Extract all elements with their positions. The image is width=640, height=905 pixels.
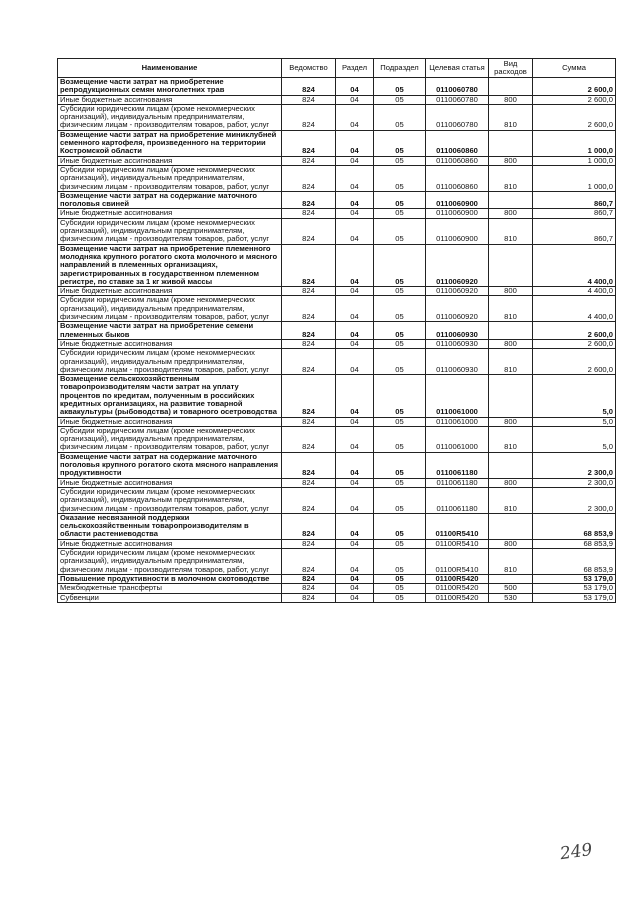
table-row: [58, 287, 616, 296]
cell-name: Повышение продуктивности в молочном скотоводстве: [58, 574, 282, 583]
cell-section: 04: [336, 426, 374, 452]
cell-name: Возмещение части затрат на приобретение репродукционных семян многолетних трав: [58, 78, 282, 96]
cell-subsection: 05: [374, 95, 426, 104]
cell-exptype: [489, 78, 533, 96]
table-row: [58, 426, 616, 452]
cell-dept: 824: [282, 549, 336, 575]
table-row: [58, 349, 616, 375]
cell-name: Субсидии юридическим лицам (кроме некоммерческих организаций), индивидуальным предпринимателям, физическим лицам - производителям товаров, работ, услуг: [58, 104, 282, 130]
cell-subsection: 05: [374, 593, 426, 602]
cell-subsection: 05: [374, 452, 426, 478]
cell-dept: 824: [282, 191, 336, 209]
cell-name: Возмещение части затрат на содержание маточного поголовья свиней: [58, 191, 282, 209]
cell-subsection: 05: [374, 244, 426, 286]
cell-target: 0110061000: [426, 417, 489, 426]
cell-subsection: 05: [374, 513, 426, 539]
cell-subsection: 05: [374, 130, 426, 156]
cell-amount: 2 600,0: [533, 78, 616, 96]
cell-subsection: 05: [374, 165, 426, 191]
budget-table: [57, 58, 616, 603]
cell-exptype: [489, 191, 533, 209]
cell-amount: 4 400,0: [533, 287, 616, 296]
cell-target: 0110060860: [426, 165, 489, 191]
cell-amount: 53 179,0: [533, 593, 616, 602]
cell-exptype: 810: [489, 349, 533, 375]
table-row: [58, 549, 616, 575]
cell-name: Иные бюджетные ассигнования: [58, 539, 282, 548]
cell-section: 04: [336, 156, 374, 165]
table-body: [58, 78, 616, 603]
cell-section: 04: [336, 417, 374, 426]
cell-exptype: [489, 322, 533, 340]
cell-name: Субсидии юридическим лицам (кроме некоммерческих организаций), индивидуальным предпринимателям, физическим лицам - производителям товаров, работ, услуг: [58, 349, 282, 375]
cell-exptype: 800: [489, 539, 533, 548]
cell-section: 04: [336, 78, 374, 96]
cell-name: Иные бюджетные ассигнования: [58, 156, 282, 165]
cell-dept: 824: [282, 95, 336, 104]
cell-section: 04: [336, 574, 374, 583]
cell-amount: 2 600,0: [533, 322, 616, 340]
cell-amount: 2 600,0: [533, 339, 616, 348]
cell-target: 0110060780: [426, 104, 489, 130]
cell-dept: 824: [282, 244, 336, 286]
cell-dept: 824: [282, 417, 336, 426]
cell-target: 0110061000: [426, 426, 489, 452]
cell-exptype: 530: [489, 593, 533, 602]
cell-dept: 824: [282, 339, 336, 348]
cell-target: 0110061000: [426, 375, 489, 417]
table-row: [58, 130, 616, 156]
table-row: [58, 539, 616, 548]
cell-exptype: 800: [489, 417, 533, 426]
cell-target: 01100R5420: [426, 584, 489, 593]
header-dept: Ведомство: [282, 59, 336, 78]
cell-target: 01100R5420: [426, 574, 489, 583]
cell-target: 0110060900: [426, 218, 489, 244]
cell-subsection: 05: [374, 478, 426, 487]
cell-name: Субвенции: [58, 593, 282, 602]
cell-subsection: 05: [374, 104, 426, 130]
cell-amount: 2 300,0: [533, 452, 616, 478]
cell-target: 0110061180: [426, 487, 489, 513]
cell-dept: 824: [282, 287, 336, 296]
cell-dept: 824: [282, 426, 336, 452]
cell-amount: 4 400,0: [533, 296, 616, 322]
cell-name: Субсидии юридическим лицам (кроме некоммерческих организаций), индивидуальным предпринимателям, физическим лицам - производителям товаров, работ, услуг: [58, 426, 282, 452]
table-row: [58, 574, 616, 583]
cell-exptype: 800: [489, 287, 533, 296]
cell-exptype: 810: [489, 426, 533, 452]
cell-dept: 824: [282, 593, 336, 602]
cell-amount: 68 853,9: [533, 539, 616, 548]
header-subsection: Подраздел: [374, 59, 426, 78]
cell-dept: 824: [282, 478, 336, 487]
cell-section: 04: [336, 130, 374, 156]
cell-target: 0110060930: [426, 322, 489, 340]
table-row: [58, 513, 616, 539]
cell-section: 04: [336, 539, 374, 548]
cell-amount: 4 400,0: [533, 244, 616, 286]
cell-target: 0110060860: [426, 156, 489, 165]
cell-dept: 824: [282, 574, 336, 583]
cell-exptype: [489, 452, 533, 478]
cell-subsection: 05: [374, 539, 426, 548]
header-target: Целевая статья: [426, 59, 489, 78]
cell-section: 04: [336, 322, 374, 340]
cell-dept: 824: [282, 375, 336, 417]
cell-subsection: 05: [374, 549, 426, 575]
cell-target: 01100R5410: [426, 513, 489, 539]
cell-exptype: [489, 513, 533, 539]
cell-section: 04: [336, 593, 374, 602]
cell-amount: 860,7: [533, 209, 616, 218]
cell-target: 0110060920: [426, 287, 489, 296]
table-row: [58, 417, 616, 426]
cell-amount: 53 179,0: [533, 574, 616, 583]
cell-section: 04: [336, 339, 374, 348]
cell-subsection: 05: [374, 426, 426, 452]
cell-subsection: 05: [374, 191, 426, 209]
cell-name: Субсидии юридическим лицам (кроме некоммерческих организаций), индивидуальным предпринимателям, физическим лицам - производителям товаров, работ, услуг: [58, 549, 282, 575]
cell-amount: 860,7: [533, 218, 616, 244]
cell-name: Субсидии юридическим лицам (кроме некоммерческих организаций), индивидуальным предпринимателям, физическим лицам - производителям товаров, работ, услуг: [58, 487, 282, 513]
cell-name: Иные бюджетные ассигнования: [58, 287, 282, 296]
cell-dept: 824: [282, 349, 336, 375]
cell-amount: 5,0: [533, 375, 616, 417]
cell-dept: 824: [282, 209, 336, 218]
cell-exptype: 800: [489, 339, 533, 348]
cell-section: 04: [336, 452, 374, 478]
cell-dept: 824: [282, 513, 336, 539]
cell-exptype: 810: [489, 296, 533, 322]
cell-target: 0110060900: [426, 209, 489, 218]
table-row: [58, 156, 616, 165]
table-row: [58, 244, 616, 286]
cell-dept: 824: [282, 452, 336, 478]
cell-subsection: 05: [374, 349, 426, 375]
table-row: [58, 478, 616, 487]
cell-exptype: [489, 375, 533, 417]
cell-section: 04: [336, 549, 374, 575]
cell-target: 0110060900: [426, 191, 489, 209]
cell-exptype: [489, 130, 533, 156]
cell-dept: 824: [282, 296, 336, 322]
cell-dept: 824: [282, 584, 336, 593]
cell-name: Межбюджетные трансферты: [58, 584, 282, 593]
cell-dept: 824: [282, 487, 336, 513]
cell-section: 04: [336, 191, 374, 209]
cell-target: 0110060920: [426, 296, 489, 322]
cell-section: 04: [336, 296, 374, 322]
cell-subsection: 05: [374, 322, 426, 340]
cell-subsection: 05: [374, 218, 426, 244]
cell-section: 04: [336, 349, 374, 375]
cell-name: Субсидии юридическим лицам (кроме некоммерческих организаций), индивидуальным предпринимателям, физическим лицам - производителям товаров, работ, услуг: [58, 296, 282, 322]
cell-name: Субсидии юридическим лицам (кроме некоммерческих организаций), индивидуальным предпринимателям, физическим лицам - производителям товаров, работ, услуг: [58, 218, 282, 244]
cell-section: 04: [336, 209, 374, 218]
cell-exptype: 810: [489, 218, 533, 244]
cell-amount: 5,0: [533, 426, 616, 452]
page-number: 249: [558, 839, 594, 865]
table-row: [58, 95, 616, 104]
cell-dept: 824: [282, 165, 336, 191]
cell-name: Иные бюджетные ассигнования: [58, 339, 282, 348]
cell-target: 0110060860: [426, 130, 489, 156]
header-exptype: Вид расходов: [489, 59, 533, 78]
cell-section: 04: [336, 95, 374, 104]
header-amount: Сумма: [533, 59, 616, 78]
cell-exptype: 810: [489, 549, 533, 575]
cell-amount: 2 300,0: [533, 487, 616, 513]
cell-name: Возмещение части затрат на приобретение семени племенных быков: [58, 322, 282, 340]
cell-section: 04: [336, 513, 374, 539]
table-row: [58, 375, 616, 417]
cell-subsection: 05: [374, 287, 426, 296]
table-row: [58, 209, 616, 218]
cell-subsection: 05: [374, 417, 426, 426]
cell-name: Возмещение части затрат на приобретение миниклубней семенного картофеля, произведенного на территории Костромской области: [58, 130, 282, 156]
cell-amount: 1 000,0: [533, 165, 616, 191]
cell-name: Иные бюджетные ассигнования: [58, 209, 282, 218]
cell-section: 04: [336, 375, 374, 417]
cell-section: 04: [336, 165, 374, 191]
cell-amount: 68 853,9: [533, 513, 616, 539]
table-row: [58, 339, 616, 348]
cell-amount: 2 300,0: [533, 478, 616, 487]
cell-subsection: 05: [374, 339, 426, 348]
cell-amount: 860,7: [533, 191, 616, 209]
cell-amount: 1 000,0: [533, 156, 616, 165]
table-row: [58, 584, 616, 593]
cell-amount: 2 600,0: [533, 349, 616, 375]
cell-target: 0110060930: [426, 339, 489, 348]
cell-section: 04: [336, 478, 374, 487]
cell-exptype: 800: [489, 478, 533, 487]
cell-subsection: 05: [374, 487, 426, 513]
cell-dept: 824: [282, 322, 336, 340]
table-row: [58, 487, 616, 513]
table-header-row: [58, 59, 616, 78]
cell-exptype: 500: [489, 584, 533, 593]
cell-exptype: 800: [489, 156, 533, 165]
cell-target: 0110061180: [426, 478, 489, 487]
table-row: [58, 322, 616, 340]
cell-subsection: 05: [374, 584, 426, 593]
cell-amount: 53 179,0: [533, 584, 616, 593]
cell-target: 0110060780: [426, 95, 489, 104]
table-row: [58, 104, 616, 130]
cell-name: Иные бюджетные ассигнования: [58, 417, 282, 426]
cell-section: 04: [336, 244, 374, 286]
table-row: [58, 296, 616, 322]
table-row: [58, 165, 616, 191]
cell-name: Возмещение части затрат на содержание маточного поголовья крупного рогатого скота мясного направления продуктивности: [58, 452, 282, 478]
cell-exptype: 810: [489, 487, 533, 513]
cell-amount: 2 600,0: [533, 104, 616, 130]
cell-subsection: 05: [374, 156, 426, 165]
cell-section: 04: [336, 218, 374, 244]
cell-subsection: 05: [374, 209, 426, 218]
table-row: [58, 452, 616, 478]
cell-name: Возмещение части затрат на приобретение племенного молодняка крупного рогатого скота молочного и мясного направлений в племенных организациях, зарегистрированных в государственном племенном регистре, по ставке за 1 кг живой массы: [58, 244, 282, 286]
cell-name: Иные бюджетные ассигнования: [58, 95, 282, 104]
cell-subsection: 05: [374, 296, 426, 322]
table-row: [58, 191, 616, 209]
cell-subsection: 05: [374, 574, 426, 583]
cell-dept: 824: [282, 104, 336, 130]
header-section: Раздел: [336, 59, 374, 78]
cell-exptype: 810: [489, 104, 533, 130]
cell-target: 0110060780: [426, 78, 489, 96]
cell-subsection: 05: [374, 375, 426, 417]
cell-name: Оказание несвязанной поддержки сельскохозяйственным товаропроизводителям в области растениеводства: [58, 513, 282, 539]
cell-dept: 824: [282, 218, 336, 244]
cell-name: Возмещение сельскохозяйственным товаропроизводителям части затрат на уплату процентов по кредитам, полученным в российских кредитных организациях, на развитие товарной аквакультуры (рыбоводства) и товарного осетроводства: [58, 375, 282, 417]
cell-subsection: 05: [374, 78, 426, 96]
cell-amount: 68 853,9: [533, 549, 616, 575]
cell-target: 01100R5420: [426, 593, 489, 602]
cell-section: 04: [336, 584, 374, 593]
header-name: Наименование: [58, 59, 282, 78]
cell-name: Иные бюджетные ассигнования: [58, 478, 282, 487]
cell-section: 04: [336, 287, 374, 296]
cell-exptype: 810: [489, 165, 533, 191]
cell-target: 0110060930: [426, 349, 489, 375]
cell-dept: 824: [282, 156, 336, 165]
table-row: [58, 78, 616, 96]
cell-dept: 824: [282, 78, 336, 96]
cell-exptype: 800: [489, 95, 533, 104]
cell-amount: 5,0: [533, 417, 616, 426]
cell-exptype: [489, 244, 533, 286]
cell-section: 04: [336, 487, 374, 513]
cell-target: 0110061180: [426, 452, 489, 478]
cell-dept: 824: [282, 539, 336, 548]
cell-dept: 824: [282, 130, 336, 156]
cell-section: 04: [336, 104, 374, 130]
cell-name: Субсидии юридическим лицам (кроме некоммерческих организаций), индивидуальным предпринимателям, физическим лицам - производителям товаров, работ, услуг: [58, 165, 282, 191]
cell-target: 01100R5410: [426, 549, 489, 575]
cell-exptype: [489, 574, 533, 583]
table-row: [58, 593, 616, 602]
cell-amount: 2 600,0: [533, 95, 616, 104]
cell-target: 01100R5410: [426, 539, 489, 548]
cell-amount: 1 000,0: [533, 130, 616, 156]
cell-target: 0110060920: [426, 244, 489, 286]
cell-exptype: 800: [489, 209, 533, 218]
table-row: [58, 218, 616, 244]
